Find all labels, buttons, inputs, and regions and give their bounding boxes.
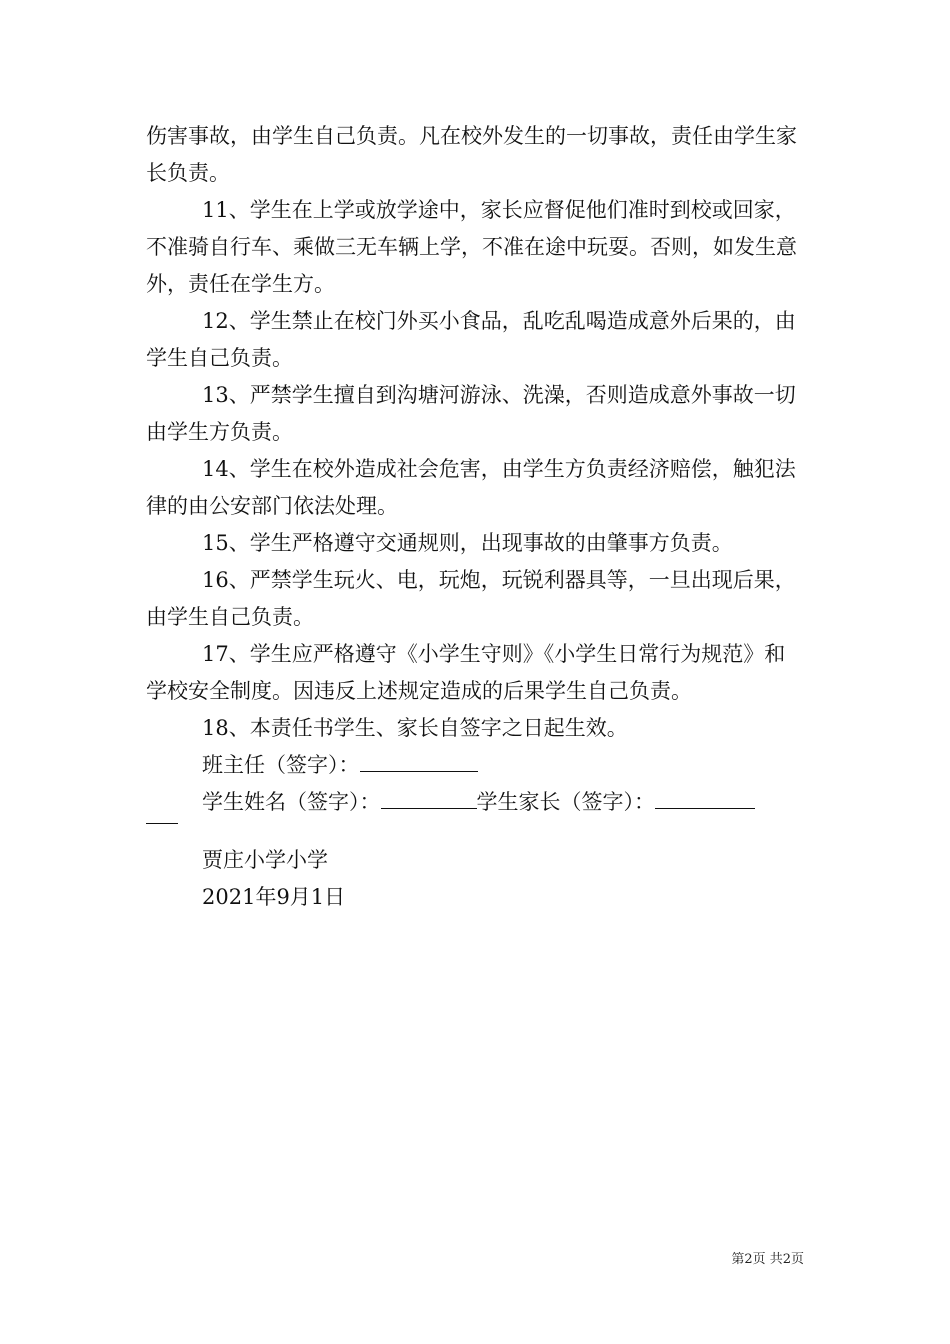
paragraph-item-17: 17、学生应严格遵守《小学生守则》《小学生日常行为规范》和学校安全制度。因违反上述规定造成的后果学生自己负责。 xyxy=(146,642,786,703)
page-number-footer: 第2页 共2页 xyxy=(731,1252,804,1267)
paragraph: 伤害事故，由学生自己负责。凡在校外发生的一切事故，责任由学生家长负责。 xyxy=(146,124,797,185)
student-signature-label: 学生姓名（签字）： xyxy=(202,790,381,814)
paragraph-item-11: 11、学生在上学或放学途中，家长应督促他们准时到校或回家，不准骑自行车、乘做三无车辆上学，不准在途中玩耍。否则，如发生意外，责任在学生方。 xyxy=(146,198,797,296)
document-body xyxy=(146,118,806,916)
paragraph-item-15: 15、学生严格遵守交通规则，出现事故的由肇事方负责。 xyxy=(202,531,733,555)
parent-signature-label: 学生家长（签字）： xyxy=(476,790,655,814)
paragraph-item-13: 13、严禁学生擅自到沟塘河游泳、洗澡，否则造成意外事故一切由学生方负责。 xyxy=(146,383,796,444)
paragraph-item-18: 18、本责任书学生、家长自签字之日起生效。 xyxy=(202,716,628,740)
paragraph-item-16: 16、严禁学生玩火、电，玩炮，玩锐利器具等，一旦出现后果，由学生自己负责。 xyxy=(146,568,796,629)
paragraph-item-14: 14、学生在校外造成社会危害，由学生方负责经济赔偿，触犯法律的由公安部门依法处理。 xyxy=(146,457,796,518)
issue-date: 2021年9月1日 xyxy=(202,885,346,909)
paragraph-item-12: 12、学生禁止在校门外买小食品，乱吃乱喝造成意外后果的，由学生自己负责。 xyxy=(146,309,796,370)
teacher-signature-label: 班主任（签字）： xyxy=(202,753,360,777)
school-name: 贾庄小学小学 xyxy=(202,848,328,872)
parent-signature-blank xyxy=(655,790,755,809)
student-parent-signature-line xyxy=(146,784,806,821)
teacher-signature-line xyxy=(146,747,806,784)
parent-signature-blank-tail xyxy=(146,805,178,824)
teacher-signature-blank xyxy=(360,753,478,772)
student-signature-blank xyxy=(381,790,477,809)
